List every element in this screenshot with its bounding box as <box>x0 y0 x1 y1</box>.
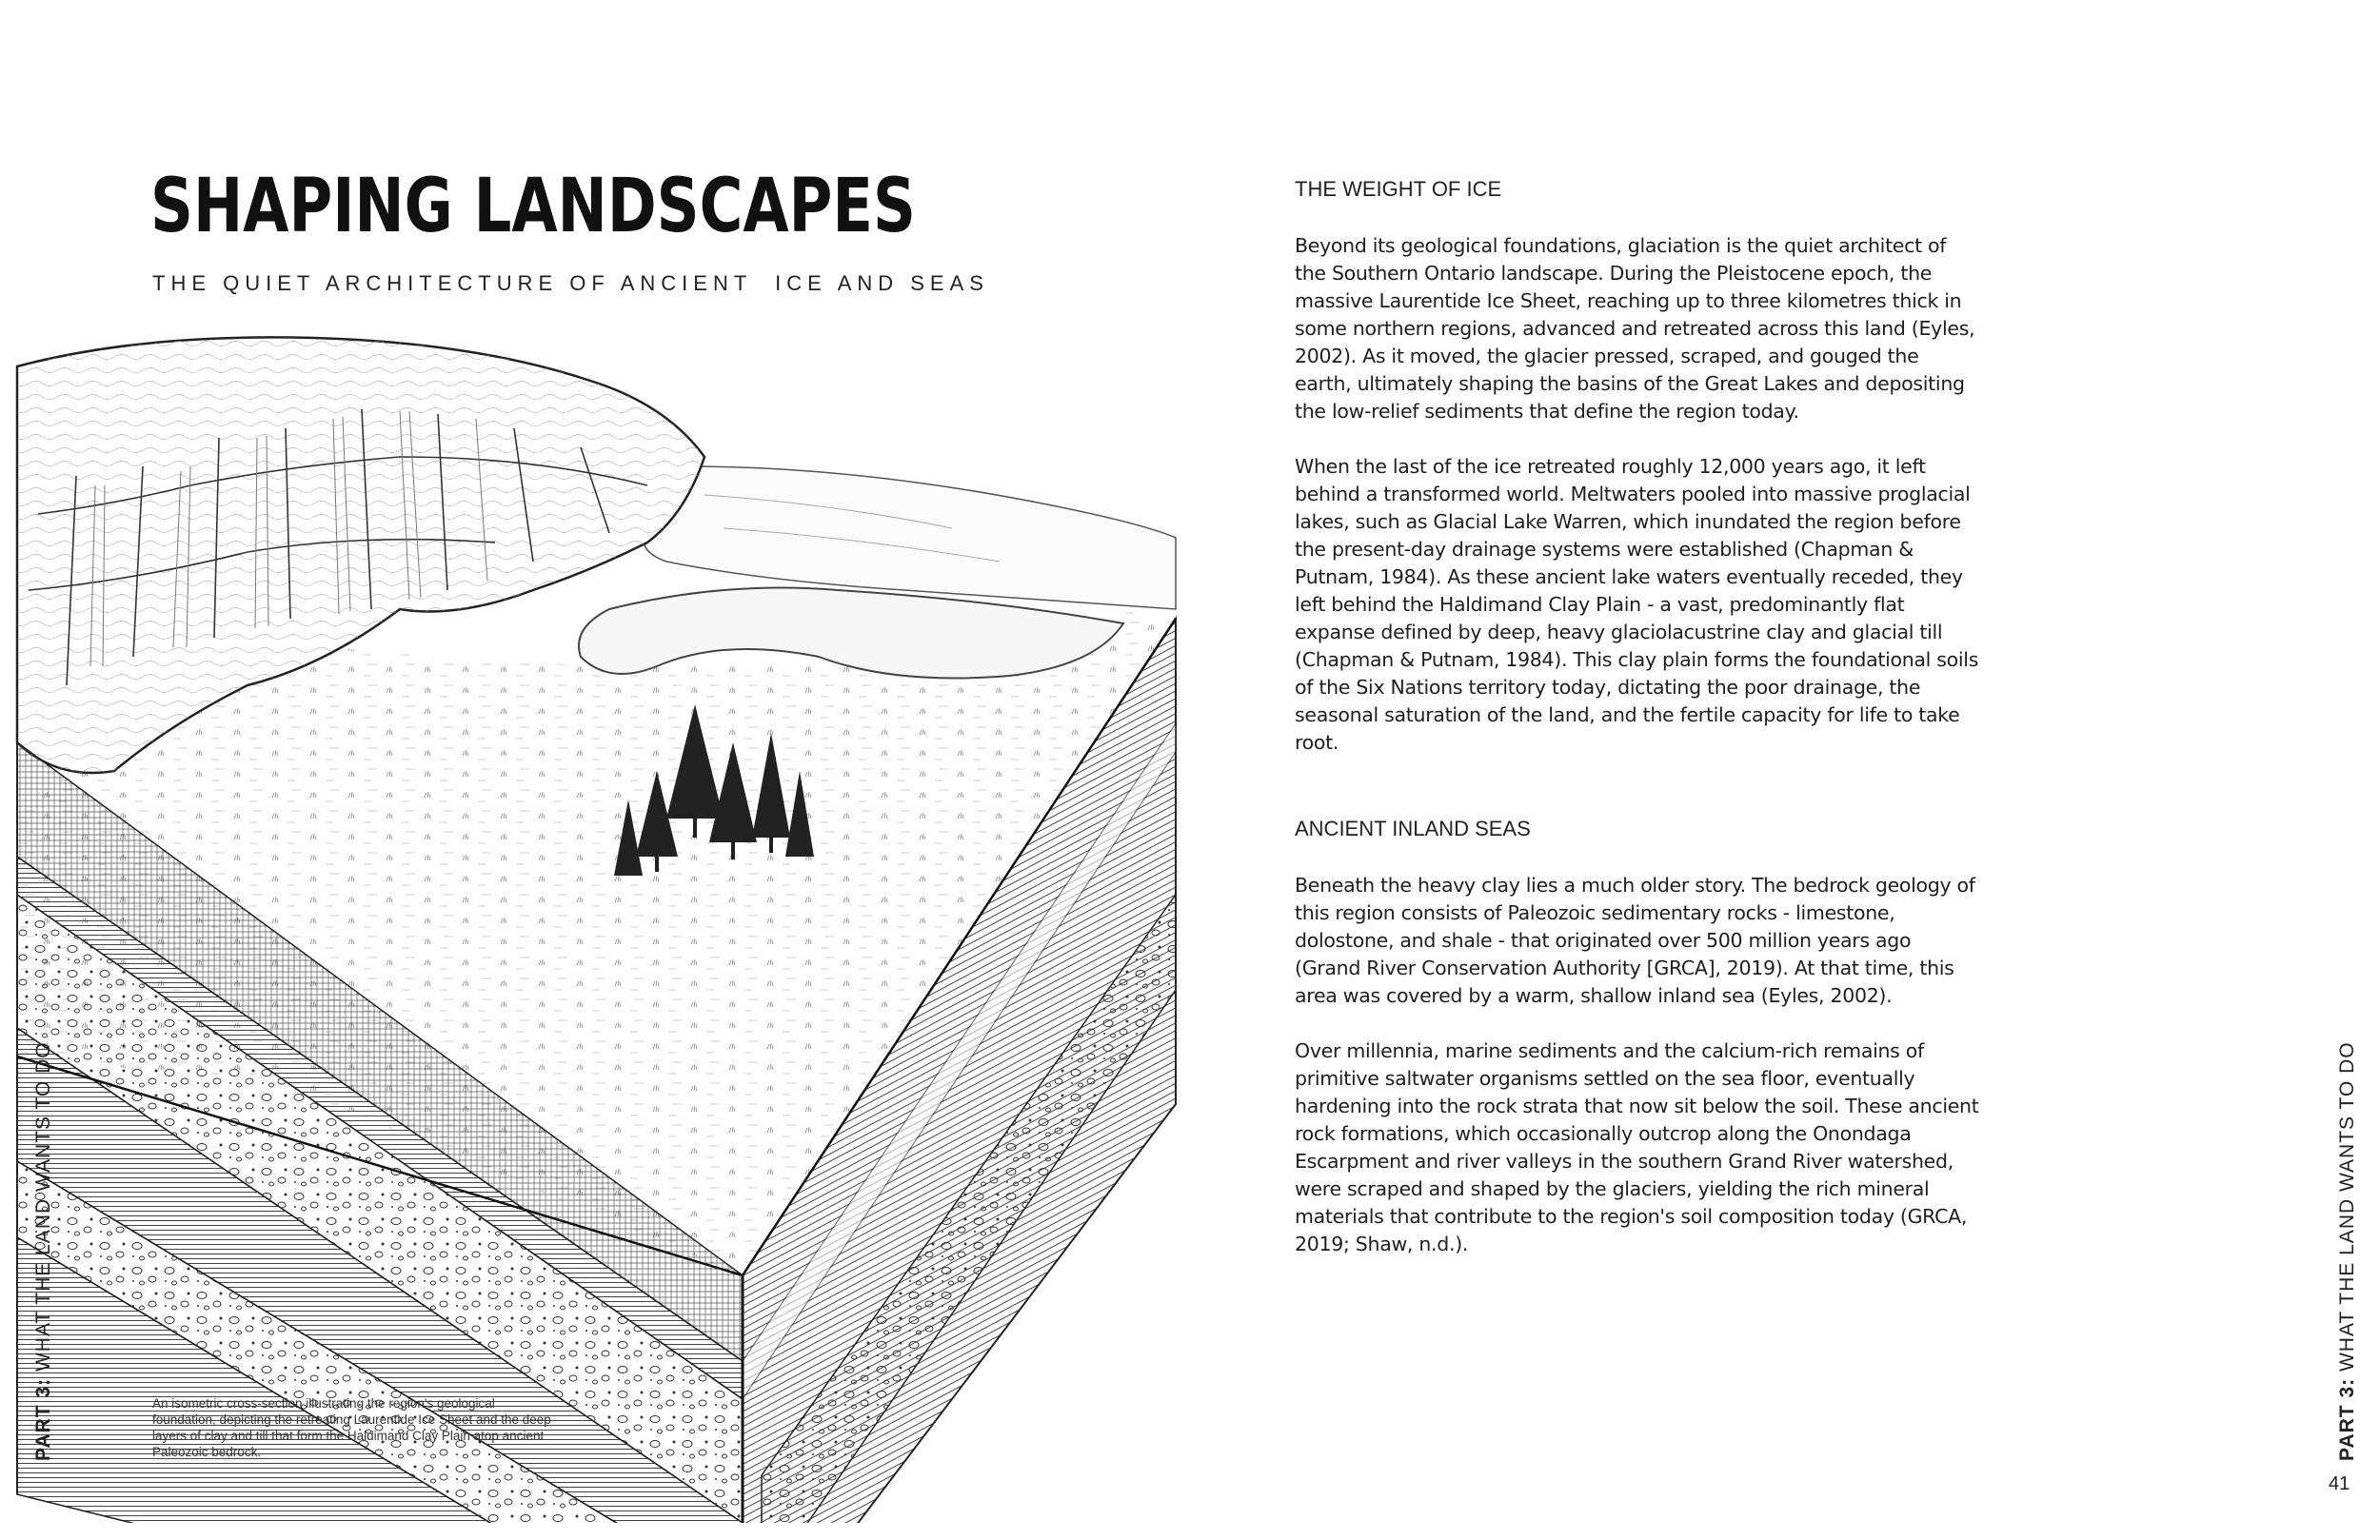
illustration-caption: An isometric cross-section illustrating the region's geological foundation, depicting the retreating Laurentide Ice Sheet and the deep layers of clay and till that form the Haldimand Clay Plain atop ancient Paleozoic bedrock. <box>152 1396 551 1459</box>
spine-title: WHAT THE LAND WANTS TO DO <box>2336 1041 2358 1378</box>
page-subtitle: THE QUIET ARCHITECTURE OF ANCIENT ICE AND SEAS <box>152 271 989 295</box>
paragraph: Over millennia, marine sediments and the calcium-rich remains of primitive saltwater organisms settled on the sea floor, eventually hardening into the rock strata that now sit below the soil. These ancient rock formations, which occasionally outcrop along the Onondaga Escarpment and river valleys in the southern Grand River watershed, were scraped and shaped by the glaciers, yielding the rich mineral materials that contribute to the region's soil composition today (GRCA, 2019; Shaw, n.d.). <box>1295 1039 1979 1255</box>
paragraph: Beneath the heavy clay lies a much older story. The bedrock geology of this region consists of Paleozoic sedimentary rocks - limestone, dolostone, and shale - that originated over 500 million years ago (Grand River Conservation Authority [GRCA], 2019). At that time, this area was covered by a warm, shallow inland sea (Eyles, 2002). <box>1295 874 1975 1007</box>
spine-part-label: PART 3: <box>2336 1377 2358 1461</box>
running-footer-left <box>32 1041 55 1461</box>
section-heading-weight-of-ice: THE WEIGHT OF ICE <box>1295 177 1502 201</box>
geological-cross-section-illustration <box>0 324 1180 1523</box>
right-page-text-column <box>1295 177 1980 1286</box>
paragraph: Beyond its geological foundations, glaciation is the quiet architect of the Southern Ontario landscape. During the Pleistocene epoch, the massive Laurentide Ice Sheet, reaching up to three kilometres thick in some northern regions, advanced and retreated across this land (Eyles, 2002). As it moved, the glacier pressed, scraped, and gouged the earth, ultimately shaping the basins of the Great Lakes and depositing the low-relief sediments that define the region today. <box>1295 234 1975 423</box>
spine-title: WHAT THE LAND WANTS TO DO <box>32 1041 54 1378</box>
section-heading-ancient-inland-seas: ANCIENT INLAND SEAS <box>1295 817 1531 840</box>
spine-part-label: PART 3: <box>32 1377 54 1461</box>
running-footer-right <box>2336 1041 2359 1461</box>
page-title: SHAPING LANDSCAPES <box>150 164 916 249</box>
paragraph: When the last of the ice retreated roughly 12,000 years ago, it left behind a transformed world. Meltwaters pooled into massive proglacial lakes, such as Glacial Lake Warren, which inundated the region before the present-day drainage systems were established (Chapman & Putnam, 1984). As these ancient lake waters eventually receded, they left behind the Haldimand Clay Plain - a vast, predominantly flat expanse defined by deep, heavy glaciolacustrine clay and glacial till (Chapman & Putnam, 1984). This clay plain forms the foundational soils of the Six Nations territory today, dictating the poor drainage, the seasonal saturation of the land, and the fertile capacity for life to take root. <box>1295 455 1979 754</box>
page-number: 41 <box>2329 1473 2350 1494</box>
